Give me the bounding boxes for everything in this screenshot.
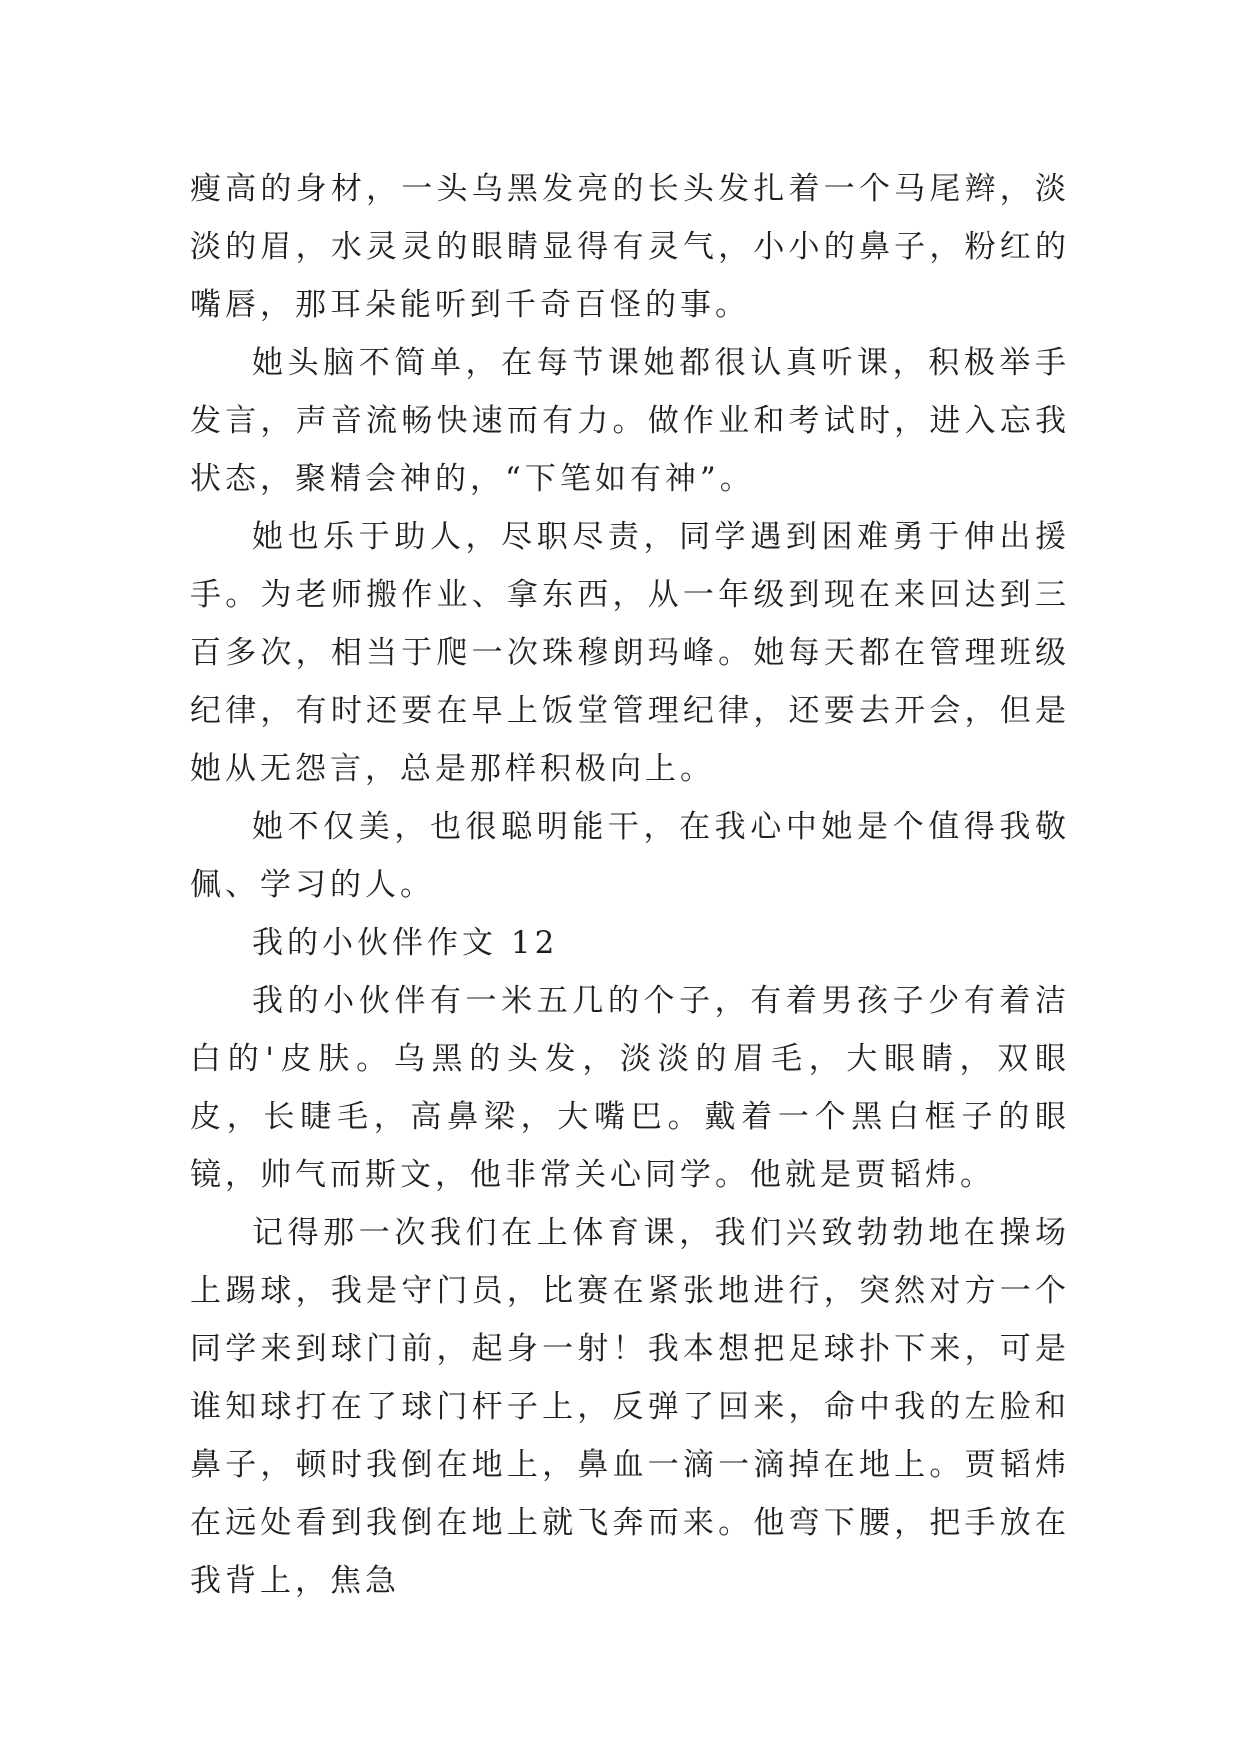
document-body [190,160,1070,1610]
paragraph-6: 记得那一次我们在上体育课，我们兴致勃勃地在操场上踢球，我是守门员，比赛在紧张地进行，突然对方一个同学来到球门前，起身一射！我本想把足球扑下来，可是谁知球打在了球门杆子上，反弹了回来，命中我的左脸和鼻子，顿时我倒在地上，鼻血一滴一滴掉在地上。贾韬炜在远处看到我倒在地上就飞奔而来。他弯下腰，把手放在我背上，焦急 [190,1215,1070,1599]
section-title: 我的小伙伴作文 12 [252,925,559,961]
paragraph-3: 她也乐于助人，尽职尽责，同学遇到困难勇于伸出援手。为老师搬作业、拿东西，从一年级到现在来回达到三百多次，相当于爬一次珠穆朗玛峰。她每天都在管理班级纪律，有时还要在早上饭堂管理纪律，还要去开会，但是她从无怨言，总是那样积极向上。 [190,519,1070,787]
paragraph-1: 瘦高的身材，一头乌黑发亮的长头发扎着一个马尾辫，淡淡的眉，水灵灵的眼睛显得有灵气，小小的鼻子，粉红的嘴唇，那耳朵能听到千奇百怪的事。 [190,171,1070,323]
paragraph-2: 她头脑不简单，在每节课她都很认真听课，积极举手发言，声音流畅快速而有力。做作业和考试时，进入忘我状态，聚精会神的，“下笔如有神”。 [190,345,1070,497]
paragraph-4: 她不仅美，也很聪明能干，在我心中她是个值得我敬佩、学习的人。 [190,809,1070,903]
paragraph-5: 我的小伙伴有一米五几的个子，有着男孩子少有着洁白的'皮肤。乌黑的头发，淡淡的眉毛，大眼睛，双眼皮，长睫毛，高鼻梁，大嘴巴。戴着一个黑白框子的眼镜，帅气而斯文，他非常关心同学。他就是贾韬炜。 [190,983,1070,1193]
